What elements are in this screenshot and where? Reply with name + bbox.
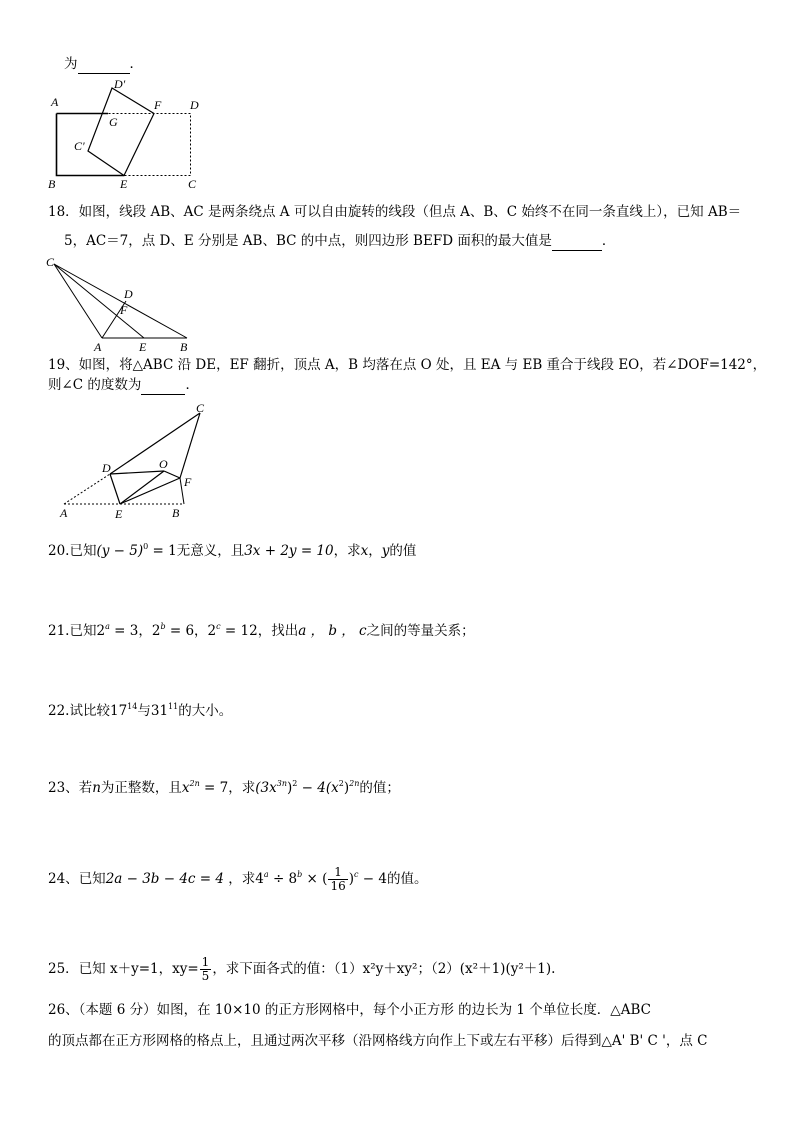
q17-prefix: 为 bbox=[64, 56, 78, 72]
line-de bbox=[110, 474, 120, 504]
line-dc bbox=[110, 413, 200, 474]
q20-var-y: y bbox=[381, 543, 390, 559]
q19-answer-blank[interactable] bbox=[141, 376, 185, 395]
q25-pre: 已知 x＋y=1，xy= bbox=[78, 961, 199, 977]
figure-17 bbox=[44, 76, 204, 192]
fig19-label-5: E bbox=[115, 507, 123, 521]
q24-frac-den: 16 bbox=[330, 879, 346, 893]
q18-answer-blank[interactable] bbox=[552, 232, 602, 251]
fig18-label-5: B bbox=[180, 340, 188, 352]
q22-exp2: 11 bbox=[168, 702, 179, 711]
question-23 bbox=[48, 779, 400, 797]
q21-base3: 2 bbox=[207, 623, 217, 639]
q23-term4: ) bbox=[343, 780, 350, 796]
line-do bbox=[110, 471, 164, 474]
q24-number: 24、 bbox=[48, 871, 79, 887]
q17-answer-line bbox=[64, 55, 143, 74]
q20-expr2: 3x + 2y = 10 bbox=[244, 543, 334, 559]
line-cb bbox=[54, 264, 187, 338]
q24-times: × ( bbox=[302, 871, 328, 887]
fig19-label-3: F bbox=[184, 475, 192, 489]
q20-post: 的值 bbox=[389, 543, 417, 559]
q24-base2: ÷ 8 bbox=[268, 871, 298, 887]
fig18-label-4: E bbox=[139, 340, 147, 352]
figure-19 bbox=[52, 398, 222, 522]
fig19-label-4: A bbox=[60, 506, 68, 520]
line-cf bbox=[180, 413, 200, 478]
q21-number: 21. bbox=[48, 623, 70, 639]
q23-exp2: 3n bbox=[276, 779, 287, 788]
q19-line-2 bbox=[48, 376, 199, 395]
q24-condition: 2a − 3b − 4c = 4 bbox=[105, 871, 224, 887]
fig17-label-1: D' bbox=[114, 77, 126, 91]
fig17-label-8: C bbox=[188, 177, 197, 191]
q23-x: x bbox=[181, 780, 190, 796]
fig17-label-0: A bbox=[51, 95, 59, 109]
q23-var-n: n bbox=[92, 780, 101, 796]
q24-frac-num: 1 bbox=[328, 866, 347, 880]
fig17-label-5: C' bbox=[74, 139, 85, 153]
q23-exp5: 2n bbox=[349, 779, 360, 788]
fig18-label-1: D bbox=[124, 287, 133, 301]
q22-pre: 试比较 bbox=[69, 703, 110, 719]
fig18-label-0: C bbox=[46, 255, 55, 269]
q26-line-1: 26、（本题 6 分）如图，在 10×10 的正方形网格中，每个小正方形 的边长为 1 个单位长度．△ABC bbox=[48, 1002, 651, 1018]
q23-term2: ) bbox=[286, 780, 293, 796]
q26-line-2: 的顶点都在正方形网格的格点上，且通过两次平移（沿网格线方向作上下或左右平移）后得到△A' B' C '，点 C bbox=[48, 1033, 708, 1049]
line-of bbox=[164, 471, 180, 478]
q25-fraction bbox=[200, 956, 212, 983]
line-ca bbox=[54, 264, 102, 338]
fig17-label-7: E bbox=[120, 177, 128, 191]
q23-exp1: 2n bbox=[189, 779, 200, 788]
q23-term1: (3x bbox=[255, 780, 277, 796]
q21-exp2: b bbox=[160, 622, 166, 631]
fig19-label-6: B bbox=[172, 506, 180, 520]
q24-exp3: c bbox=[354, 870, 359, 879]
q23-post: 的值； bbox=[359, 780, 400, 796]
q21-rest1: = 3， bbox=[109, 623, 152, 639]
question-25 bbox=[48, 956, 555, 983]
q24-base1: 4 bbox=[255, 871, 264, 887]
q24-fraction bbox=[328, 866, 347, 893]
q20-exp1: 0 bbox=[143, 542, 149, 551]
q20-sep: ， bbox=[368, 543, 382, 559]
fig19-label-0: C bbox=[196, 401, 205, 415]
q21-exp1: a bbox=[105, 622, 110, 631]
q20-number: 20. bbox=[48, 543, 70, 559]
q24-exp2: b bbox=[297, 870, 303, 879]
q25-frac-den: 5 bbox=[201, 969, 210, 983]
q19-line-1: 19、如图，将△ABC 沿 DE，EF 翻折，顶点 A，B 均落在点 O 处，且 EA 与 EB 重合于线段 EO，若∠DOF=142°， bbox=[48, 357, 767, 373]
q20-pre: 已知 bbox=[69, 543, 97, 559]
q22-post: 的大小。 bbox=[178, 703, 233, 719]
q23-pre: 若 bbox=[78, 780, 93, 796]
q17-suffix: ． bbox=[129, 56, 143, 72]
q25-frac-num: 1 bbox=[201, 955, 210, 969]
q18-line-1: 18．如图，线段 AB、AC 是两条绕点 A 可以自由旋转的线段（但点 A、B、C 始终不在同一条直线上），已知 AB＝ bbox=[48, 204, 742, 220]
q24-close: ) bbox=[348, 871, 354, 887]
fig17-label-3: D bbox=[190, 98, 199, 112]
q18-suffix: ． bbox=[601, 233, 616, 249]
line-ce bbox=[54, 264, 144, 338]
folded-quad bbox=[88, 88, 154, 176]
q21-pre: 已知 bbox=[69, 623, 97, 639]
q17-answer-blank[interactable] bbox=[78, 55, 130, 74]
line-ad-dotted bbox=[64, 474, 110, 504]
q19-text: 则∠C 的度数为 bbox=[48, 377, 142, 393]
q25-number: 25． bbox=[48, 961, 79, 977]
fig19-label-1: D bbox=[102, 461, 111, 475]
question-21 bbox=[48, 622, 475, 640]
q23-number: 23、 bbox=[48, 780, 79, 796]
q24-mid: ，求 bbox=[223, 871, 256, 887]
q21-rest2: = 6， bbox=[165, 623, 208, 639]
fig17-label-4: G bbox=[109, 115, 118, 129]
q21-post: 之间的等量关系； bbox=[366, 623, 475, 639]
q24-pre: 已知 bbox=[78, 871, 106, 887]
q21-base2: 2 bbox=[151, 623, 161, 639]
q20-var-x: x bbox=[360, 543, 369, 559]
fig17-label-6: B bbox=[48, 177, 56, 191]
q21-base1: 2 bbox=[96, 623, 106, 639]
fig17-label-2: F bbox=[154, 98, 162, 112]
q24-minus: − 4 bbox=[358, 871, 387, 887]
q21-rest3: = 12，找出 bbox=[220, 623, 299, 639]
q22-base1: 17 bbox=[109, 703, 128, 719]
fig18-label-2: F bbox=[120, 303, 128, 317]
fig19-label-2: O bbox=[159, 457, 168, 471]
q24-exp1: a bbox=[263, 870, 269, 879]
q20-mid2: ，求 bbox=[333, 543, 361, 559]
q19-suffix: ． bbox=[185, 377, 199, 393]
question-24 bbox=[48, 866, 427, 893]
q20-mid1: = 1无意义，且 bbox=[148, 543, 245, 559]
q23-term3: − 4(x bbox=[297, 780, 339, 796]
q23-mid: 为正整数，且 bbox=[100, 780, 182, 796]
q20-expr1: (y − 5) bbox=[96, 543, 144, 559]
q22-exp1: 14 bbox=[127, 702, 138, 711]
q22-base2: 31 bbox=[150, 703, 169, 719]
fig18-label-3: A bbox=[94, 340, 102, 352]
q18-text: 5，AC＝7，点 D、E 分别是 AB、BC 的中点，则四边形 BEFD 面积的最大值是 bbox=[64, 233, 552, 249]
q22-mid: 与 bbox=[137, 703, 151, 719]
q22-number: 22. bbox=[48, 703, 70, 719]
q24-post: 的值。 bbox=[386, 871, 428, 887]
q23-eq: = 7，求 bbox=[199, 780, 256, 796]
question-20 bbox=[48, 542, 416, 560]
question-22 bbox=[48, 702, 232, 720]
figure-18 bbox=[42, 252, 202, 352]
q23-exp3: 2 bbox=[292, 779, 298, 788]
q21-exp3: c bbox=[216, 622, 221, 631]
q23-exp4: 2 bbox=[338, 779, 344, 788]
q25-post: ，求下面各式的值：（1）x²y＋xy²；（2）(x²＋1)(y²＋1). bbox=[212, 961, 556, 977]
q21-vars: a ， b ， c bbox=[298, 623, 367, 639]
q18-line-2 bbox=[64, 232, 615, 251]
